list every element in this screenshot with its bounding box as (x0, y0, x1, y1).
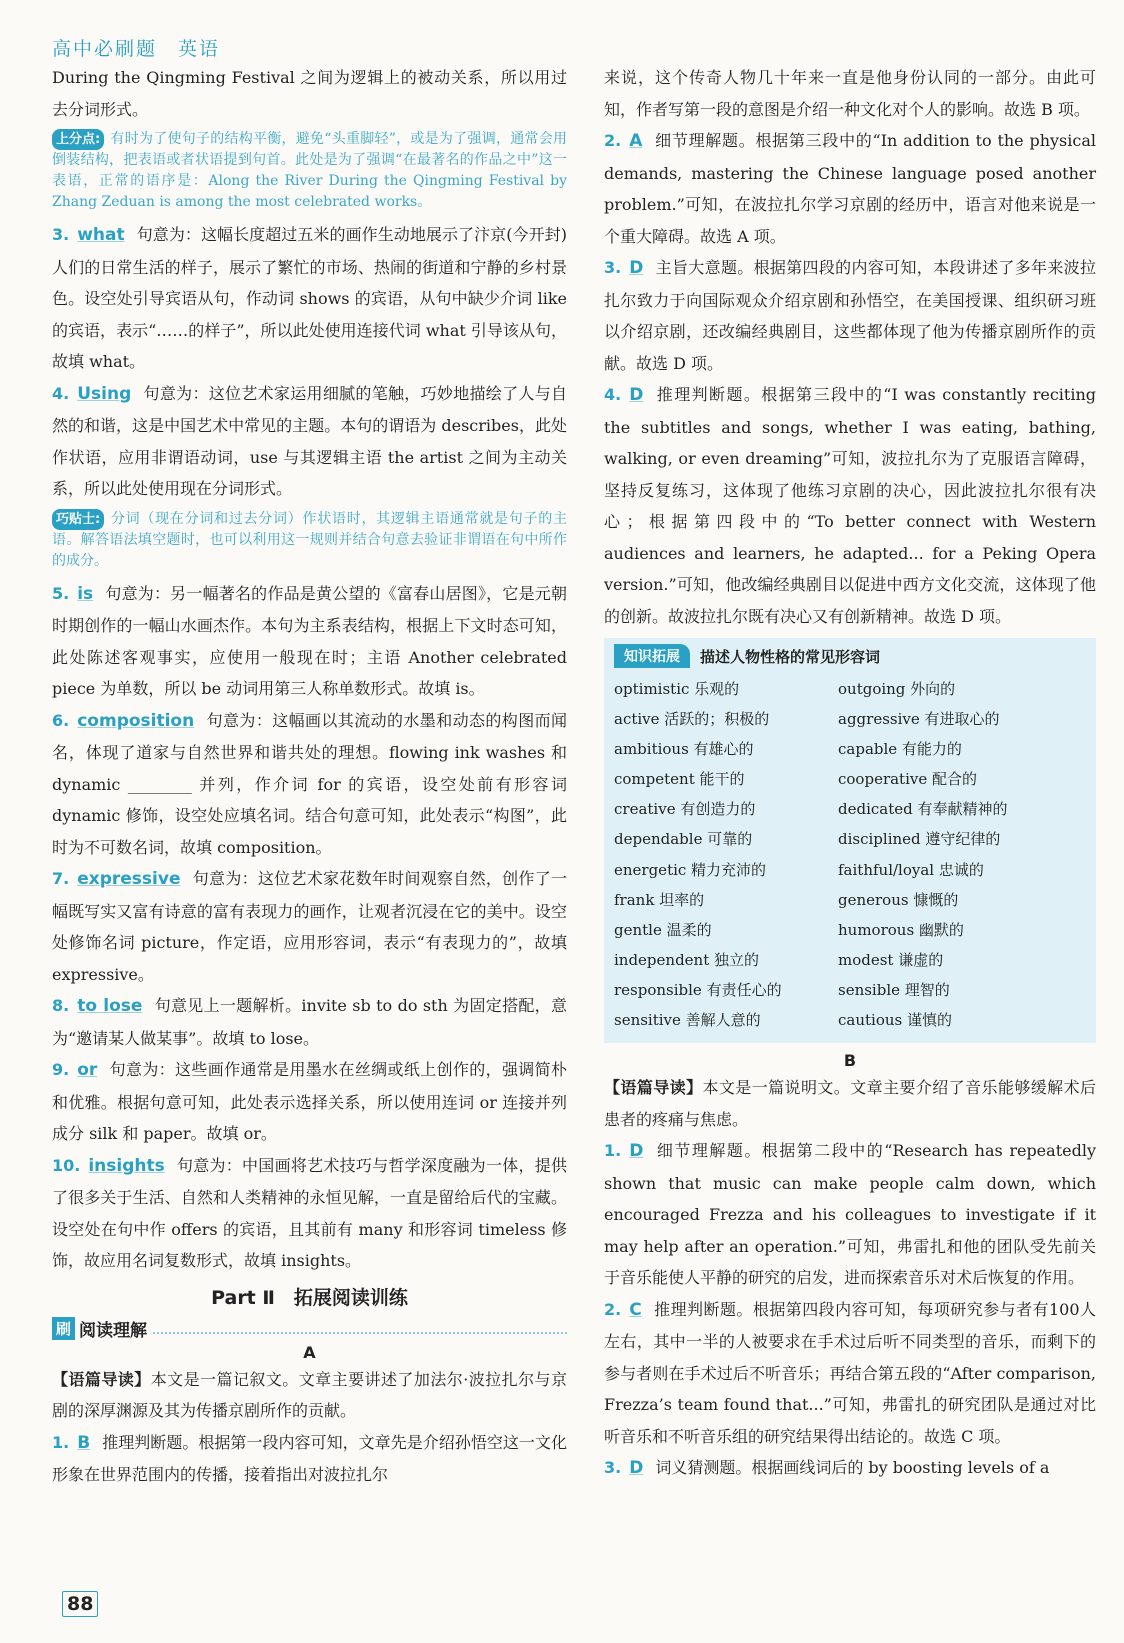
item-number: 8. (52, 996, 70, 1015)
item-answer: to lose (77, 996, 143, 1016)
book-header: 高中必刷题 英语 (52, 38, 221, 60)
item-explanation: 句意为：这些画作通常是用墨水在丝绸或纸上创作的，强调简朴和优雅。根据句意可知，此处表示选择关系，所以使用连词 or 连接并列成分 silk 和 paper。故填 or。 (52, 1060, 567, 1143)
item-explanation: 词义猜测题。根据画线词后的 by boosting levels of a (655, 1458, 1050, 1478)
item-explanation: 句意为：这位艺术家花数年时间观察自然，创作了一幅既写实又富有诗意的富有表现力的画作，让观者沉浸在它的美中。设空处修饰名词 picture，作定语，应用形容词，表示“有表现力的”，故填 expressive。 (52, 869, 567, 984)
adjective-entry: humorous 幽默的 (838, 920, 964, 939)
answer-item (52, 863, 567, 990)
adjective-entry: generous 慷慨的 (838, 890, 959, 909)
knowledge-badge: 知识拓展 (614, 644, 690, 668)
adjective-entry: dependable 可靠的 (614, 830, 753, 849)
answer-item (604, 379, 1096, 632)
left-column (52, 62, 567, 1491)
tip-note-1 (52, 129, 567, 213)
tip-label-1: 上分点: (52, 129, 104, 150)
answer-item (604, 125, 1096, 252)
dotted-divider (153, 1322, 567, 1334)
answer-item (52, 705, 567, 864)
item-explanation: 句意为：中国画将艺术技巧与哲学深度融为一体，提供了很多关于生活、自然和人类精神的永恒见解，一直是留给后代的宝藏。设空处在句中作 offers 的宾语，且其前有 many 和形容词 timeless 修饰，故应用名词复数形式，故填 insights。 (52, 1155, 567, 1270)
answer-item (52, 990, 567, 1054)
intro-text: During the Qingming Festival 之间为逻辑上的被动关系，所以用过去分词形式。 (52, 68, 567, 119)
item-explanation: 句意为：这位艺术家运用细腻的笔触，巧妙地描绘了人与自然的和谐，这是中国艺术中常见的主题。本句的谓语为 describes，此处作状语，应用非谓语动词，use 与其逻辑主语 the artist 之间为主动关系，所以此处使用现在分词形式。 (52, 383, 567, 498)
page-number: 88 (62, 1591, 98, 1617)
item-answer: D (629, 258, 644, 278)
guide-a-text: 本文是一篇记叙文。文章主要讲述了加法尔·波拉扎尔与京剧的深厚渊源及其为传播京剧所作的贡献。 (52, 1369, 567, 1420)
adjective-entry: aggressive 有进取心的 (838, 710, 1000, 729)
item-answer: is (77, 583, 94, 604)
item-answer: composition (77, 710, 195, 731)
item-number: 3. (52, 225, 70, 244)
adjective-entry: energetic 精力充沛的 (614, 860, 767, 879)
passage-letter-b: B (843, 1051, 857, 1071)
answer-item (604, 1294, 1096, 1453)
section-label: 阅读理解 (79, 1320, 148, 1341)
item-number: 9. (52, 1060, 70, 1079)
passage-letter-a: A (303, 1342, 316, 1362)
adjective-entry: disciplined 遵守纪律的 (838, 830, 1001, 849)
knowledge-title: 描述人物性格的常见形容词 (700, 647, 881, 666)
adjective-entry: creative 有创造力的 (614, 800, 756, 819)
answer-item (604, 252, 1096, 379)
item-number: 3. (604, 258, 622, 277)
item-answer: insights (88, 1155, 165, 1176)
item-answer: Using (77, 383, 132, 404)
section-heading (52, 1316, 567, 1341)
item-answer: C (629, 1299, 642, 1320)
answer-item (52, 1150, 567, 1277)
item-explanation: 句意为：另一幅著名的作品是黄公望的《富春山居图》，它是元朝时期创作的一幅山水画杰作。本句为主系表结构，根据上下文时态可知，此处陈述客观事实，应使用一般现在时；主语 Another celebrated piece 为单数，所以 be 动词用第三人称单数形式。故填 is。 (52, 583, 567, 698)
adjective-entry: capable 有能力的 (838, 740, 962, 759)
adjective-entry: outgoing 外向的 (838, 680, 956, 698)
tip-text-1: 有时为了使句子的结构平衡，避免“头重脚轻”，或是为了强调，通常会用倒装结构，把表语或者状语提到句首。此处是为了强调“在最著名的作品之中”这一表语，正常的语序是：Along the River During the Qingming Festival by Zhang Zeduan is among the most celebrated works。 (52, 131, 567, 210)
item-explanation: 细节理解题。根据第三段中的“In addition to the physical demands, mastering the Chinese language posed another problem.”可知，在波拉扎尔学习京剧的经历中，语言对他来说是一个重大障碍。故选 A 项。 (604, 131, 1096, 246)
item-number: 2. (604, 1299, 622, 1319)
adjective-entry: independent 独立的 (614, 950, 760, 969)
adjective-entry: cooperative 配合的 (838, 770, 977, 789)
tip-text-2: 分词（现在分词和过去分词）作状语时，其逻辑主语通常就是句子的主语。解答语法填空题时，也可以利用这一规则并结合句意去验证非谓语在句中所作的成分。 (52, 510, 567, 569)
section-badge: 刷 (52, 1317, 75, 1340)
answer-item (52, 1427, 567, 1491)
tip-label-2: 巧贴士: (52, 509, 104, 530)
item-number: 4. (604, 385, 622, 404)
knowledge-box-header (614, 644, 1086, 668)
item-answer: D (629, 1141, 644, 1162)
answer-item (52, 1054, 567, 1150)
answer-item (52, 219, 567, 378)
item-explanation: 细节理解题。根据第二段中的“Research has repeatedly shown that music can make people calm down, which encouraged Frezza and his colleagues to investigate if it may help after an operation.”可知，弗雷扎和他的团队受先前关于音乐能使人平静的研究的启发，进而探索音乐对术后恢复的作用。 (604, 1141, 1096, 1288)
item-number: 10. (52, 1155, 81, 1175)
adjective-entry: cautious 谨慎的 (838, 1011, 952, 1030)
guide-b (604, 1072, 1096, 1135)
item-number: 6. (52, 710, 70, 730)
item-explanation: 句意见上一题解析。invite sb to do sth 为固定搭配，意为“邀请某人做某事”。故填 to lose。 (52, 996, 567, 1048)
item-answer: A (629, 131, 643, 151)
adjective-entry: ambitious 有雄心的 (614, 740, 754, 759)
guide-a (52, 1364, 567, 1427)
adjective-entry: frank 坦率的 (614, 890, 705, 909)
right-column (604, 62, 1096, 1485)
knowledge-box (604, 638, 1096, 1043)
part-title: Part Ⅱ 拓展阅读训练 (211, 1286, 408, 1309)
adjective-entry: responsible 有责任心的 (614, 980, 782, 999)
item-number: 4. (52, 383, 70, 403)
guide-tag: 【语篇导读】 (604, 1078, 703, 1098)
guide-tag: 【语篇导读】 (52, 1369, 151, 1389)
item-explanation: 句意为：这幅画以其流动的水墨和动态的构图而闻名，体现了道家与自然世界和谐共处的理想。flowing ink washes 和 dynamic ________ 并列，作介词 for 的宾语，设空处前有形容词 dynamic 修饰，设空处应填名词。结合句意可知，此处表示“构图”，此时为不可数名词，故填 composition。 (52, 710, 567, 857)
item-number: 7. (52, 869, 70, 888)
answer-item (604, 1452, 1096, 1485)
adjective-list (614, 674, 1086, 1035)
item-answer: D (629, 1458, 644, 1479)
adjective-entry: modest 谦虚的 (838, 950, 944, 969)
adjective-entry: sensible 理智的 (838, 980, 950, 999)
item-number: 1. (604, 1141, 622, 1161)
item-explanation: 推理判断题。根据第四段内容可知，每项研究参与者有100人左右，其中一半的人被要求在手术过后听不同类型的音乐，而剩下的参与者则在手术过后不听音乐；再结合第五段的“After comparison, Frezza’s team found that...”可知，弗雷扎的研究团队是通过对比听音乐和不听音乐组的研究结果得出结论的。故选 C 项。 (604, 1299, 1096, 1446)
item-answer: expressive (77, 869, 181, 889)
adjective-entry: optimistic 乐观的 (614, 680, 740, 698)
answer-item (604, 1135, 1096, 1294)
tip-note-2 (52, 509, 567, 572)
item-answer: what (77, 225, 125, 245)
adjective-entry: active 活跃的；积极的 (614, 710, 770, 729)
guide-b-text: 本文是一篇说明文。文章主要介绍了音乐能够缓解术后患者的疼痛与焦虑。 (604, 1078, 1096, 1129)
adjective-entry: dedicated 有奉献精神的 (838, 800, 1008, 819)
item-explanation: 句意为：这幅长度超过五米的画作生动地展示了汴京(今开封)人们的日常生活的样子，展示了繁忙的市场、热闹的街道和宁静的乡村景色。设空处引导宾语从句，作动词 shows 的宾语，从句中缺少介词 like 的宾语，表示“……的样子”，所以此处使用连接代词 what 引导该从句，故填 what。 (52, 225, 567, 371)
adjective-entry: sensitive 善解人意的 (614, 1011, 761, 1030)
item-number: 1. (52, 1432, 70, 1452)
adjective-entry: faithful/loyal 忠诚的 (838, 860, 984, 879)
adjective-entry: competent 能干的 (614, 770, 745, 789)
adjective-entry: gentle 温柔的 (614, 920, 712, 939)
item-explanation: 推理判断题。根据第一段内容可知，文章先是介绍孙悟空这一文化形象在世界范围内的传播，接着指出对波拉扎尔 (52, 1432, 567, 1484)
item-explanation: 推理判断题。根据第三段中的“I was constantly reciting the subtitles and songs, whether I was eating, bathing, walking, or even dreaming”可知，波拉扎尔为了克服语言障碍，坚持反复练习，这体现了他练习京剧的决心，因此波拉扎尔很有决心；根据第四段中的“To better connect with Western audiences and learners, he adapted... for a Peking Opera version.”可知，他改编经典剧目以促进中西方文化交流，这体现了他的创新。故波拉扎尔既有决心又有创新精神。故选 D 项。 (604, 385, 1096, 626)
answer-item (52, 378, 567, 505)
item-explanation: 主旨大意题。根据第四段的内容可知，本段讲述了多年来波拉扎尔致力于向国际观众介绍京剧和孙悟空，在美国授课、组织研习班以介绍京剧，还改编经典剧目，这些都体现了他为传播京剧所作的贡献。故选 D 项。 (604, 258, 1096, 373)
item-number: 2. (604, 131, 622, 150)
item-answer: or (77, 1060, 98, 1080)
answer-item (52, 578, 567, 705)
item-answer: B (77, 1432, 91, 1453)
item-number: 3. (604, 1458, 622, 1478)
item-answer: D (629, 385, 644, 405)
continued-text: 来说，这个传奇人物几十年来一直是他身份认同的一部分。由此可知，作者写第一段的意图是介绍一种文化对个人的影响。故选 B 项。 (604, 68, 1096, 119)
item-number: 5. (52, 583, 70, 603)
